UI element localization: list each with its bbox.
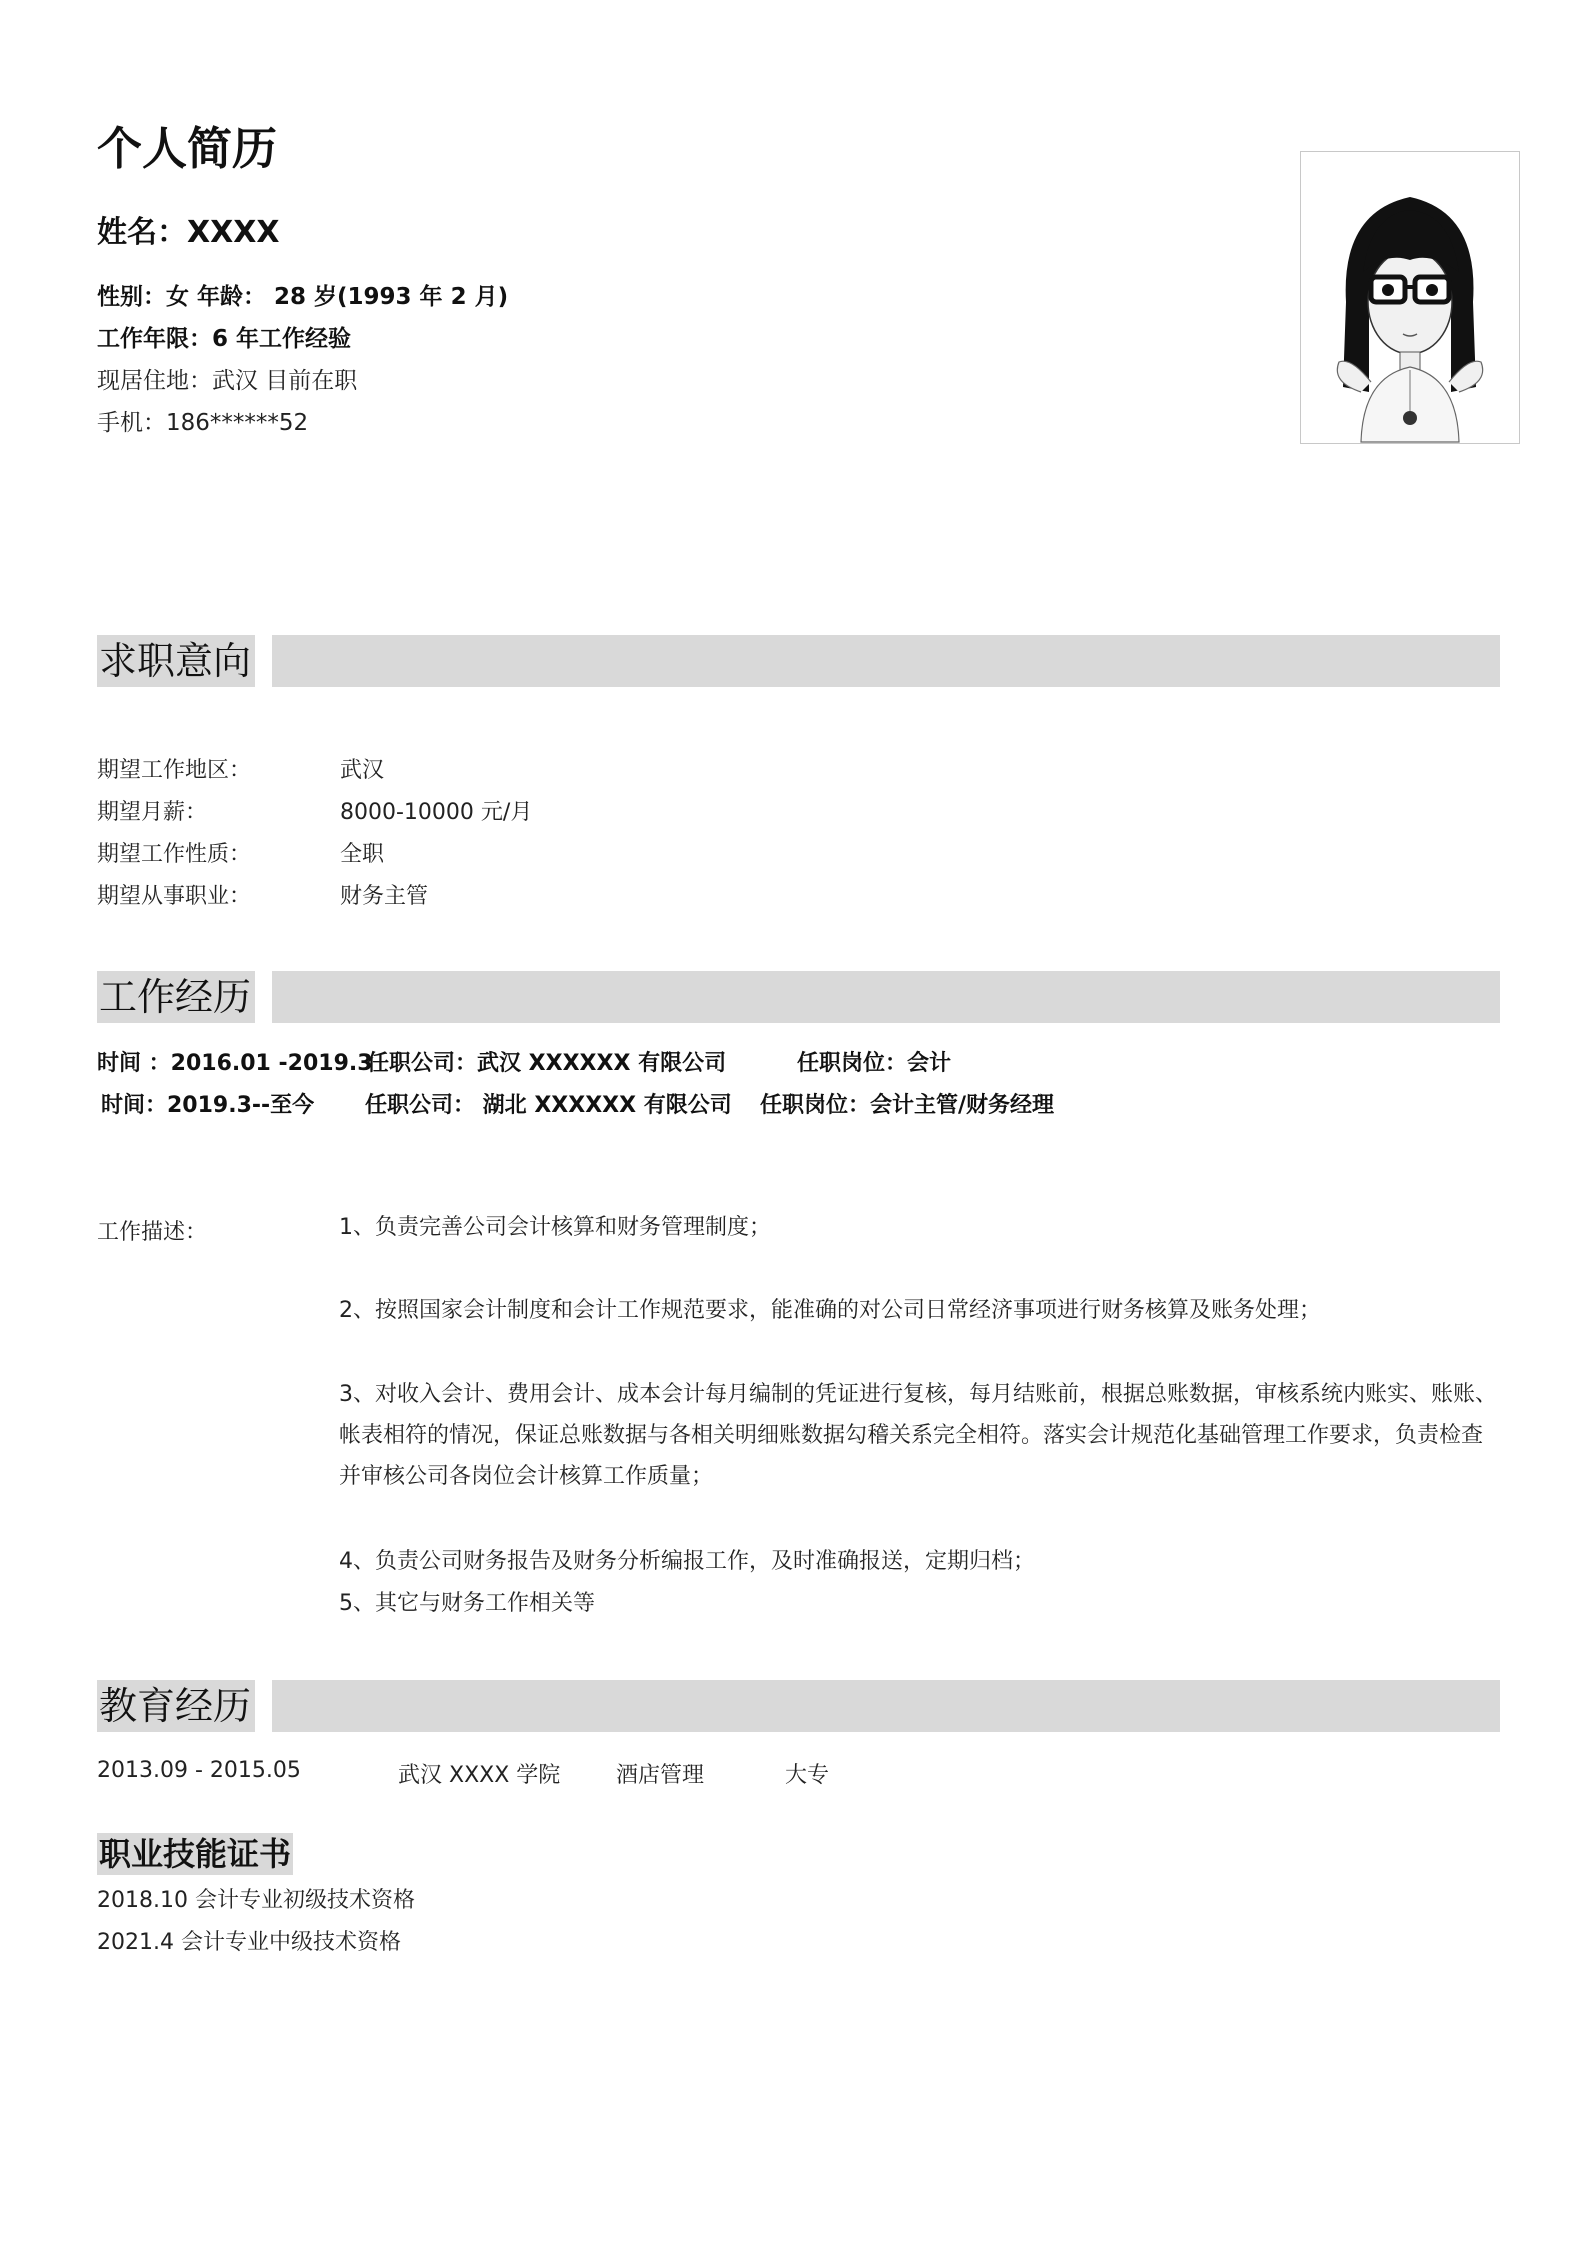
section-bar xyxy=(272,1680,1500,1732)
work-description-item: 5、其它与财务工作相关等 xyxy=(339,1591,595,1616)
section-title: 教育经历 xyxy=(97,1680,255,1732)
intention-label: 期望月薪： xyxy=(97,800,208,825)
job-position: 任职岗位：会计主管/财务经理 xyxy=(760,1093,1055,1118)
intention-value: 8000-10000 元/月 xyxy=(340,800,533,825)
intention-row xyxy=(97,795,533,826)
job-company: 任职公司：武汉 XXXXXX 有限公司 xyxy=(367,1051,727,1076)
section-header-intention xyxy=(97,635,1500,687)
education-period: 2013.09 - 2015.05 xyxy=(97,1758,301,1783)
certificate-item: 2021.4 会计专业中级技术资格 xyxy=(97,1930,401,1955)
education-major: 酒店管理 xyxy=(616,1763,705,1788)
section-bar xyxy=(272,635,1500,687)
section-header-education xyxy=(97,1680,1500,1732)
intention-label: 期望工作性质： xyxy=(97,842,252,867)
education-degree: 大专 xyxy=(785,1763,830,1788)
job-company: 任职公司： 湖北 XXXXXX 有限公司 xyxy=(365,1093,732,1118)
experience-years: 工作年限：6 年工作经验 xyxy=(97,326,352,352)
work-description-item: 2、按照国家会计制度和会计工作规范要求，能准确的对公司日常经济事项进行财务核算及账务处理； xyxy=(339,1298,1322,1323)
intention-row xyxy=(97,879,429,910)
intention-value: 财务主管 xyxy=(340,884,429,909)
gender-age: 性别：女 年龄： 28 岁(1993 年 2 月) xyxy=(97,284,509,310)
page-title: 个人简历 xyxy=(97,122,278,175)
job-time: 时间：2019.3--至今 xyxy=(101,1093,315,1118)
section-title: 求职意向 xyxy=(97,635,255,687)
intention-row xyxy=(97,753,385,784)
residence: 现居住地：武汉 目前在职 xyxy=(97,368,358,394)
phone: 手机：186******52 xyxy=(97,410,309,436)
section-header-work xyxy=(97,971,1500,1023)
name: 姓名：XXXX xyxy=(97,215,280,250)
job-time: 时间 ：2016.01 -2019.3 xyxy=(97,1051,373,1076)
section-header-certificates: 职业技能证书 xyxy=(99,1835,292,1873)
work-description-item: 4、负责公司财务报告及财务分析编报工作，及时准确报送，定期归档； xyxy=(339,1549,1035,1574)
profile-photo xyxy=(1300,151,1520,444)
intention-value: 全职 xyxy=(340,842,385,867)
section-title: 工作经历 xyxy=(97,971,255,1023)
intention-label: 期望工作地区： xyxy=(97,758,252,783)
intention-row xyxy=(97,837,385,868)
education-school: 武汉 XXXX 学院 xyxy=(398,1763,561,1788)
intention-label: 期望从事职业： xyxy=(97,884,252,909)
work-description-item: 1、负责完善公司会计核算和财务管理制度； xyxy=(339,1215,771,1240)
work-description-item: 3、对收入会计、费用会计、成本会计每月编制的凭证进行复核，每月结账前，根据总账数据，审核系统内账实、账账、帐表相符的情况，保证总账数据与各相关明细账数据勾稽关系完全相符。落实会计规范化基础管理工作要求，负责检查并审核公司各岗位会计核算工作质量； xyxy=(339,1382,1498,1489)
work-description-label: 工作描述： xyxy=(97,1220,208,1245)
avatar-illustration xyxy=(1301,152,1519,443)
intention-value: 武汉 xyxy=(340,758,385,783)
section-bar xyxy=(272,971,1500,1023)
job-position: 任职岗位：会计 xyxy=(797,1051,952,1076)
certificate-item: 2018.10 会计专业初级技术资格 xyxy=(97,1888,415,1913)
